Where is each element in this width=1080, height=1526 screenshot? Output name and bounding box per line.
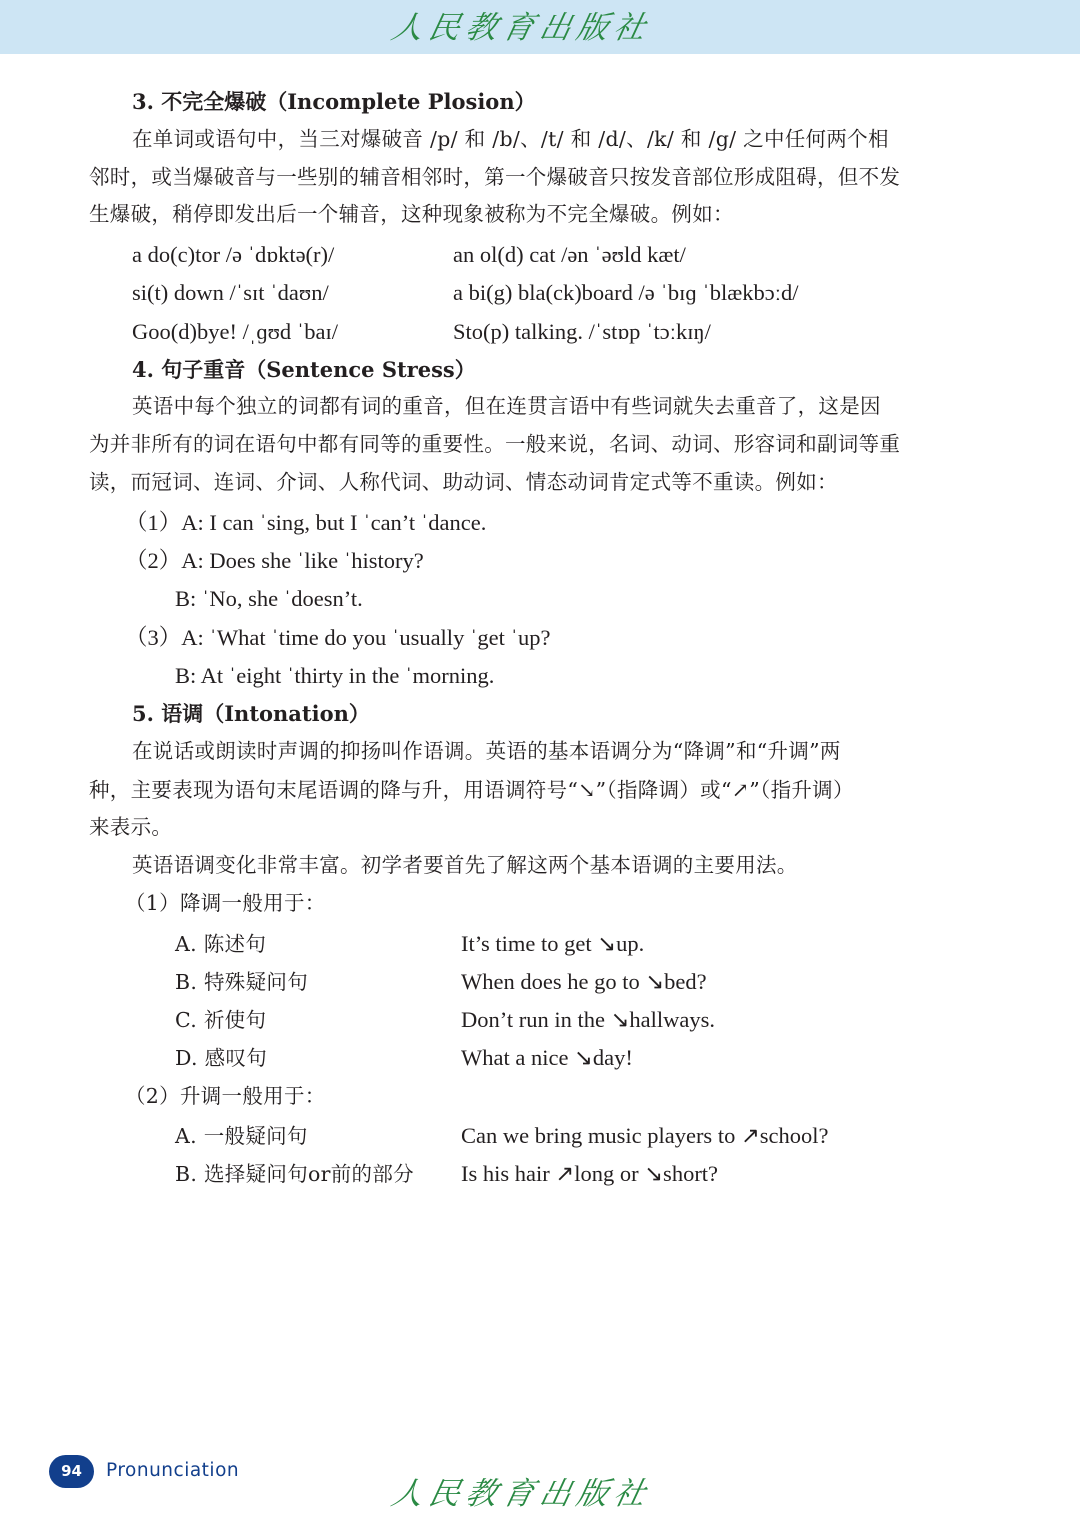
section-5-paragraph-line: 种，主要表现为语句末尾语调的降与升，用语调符号“↘”（指降调）或“↗”（指升调）: [89, 778, 854, 802]
plosion-example: Sto(p) talking. /ˈstɒp ˈtɔːkɪŋ/: [453, 319, 711, 344]
section-5-paragraph-line: 来表示。: [89, 815, 173, 839]
falling-tone-example: When does he go to ↘bed?: [461, 969, 707, 994]
plosion-example: a do(c)tor /ə ˈdɒktə(r)/: [132, 242, 335, 267]
falling-tone-label: B. 特殊疑问句: [175, 970, 308, 994]
rising-tone-example: Can we bring music players to ↗school?: [461, 1123, 829, 1148]
falling-tone-label: D. 感叹句: [175, 1046, 268, 1070]
section-5-paragraph-line: 在说话或朗读时声调的抑扬叫作语调。英语的基本语调分为“降调”和“升调”两: [132, 739, 841, 763]
footer-section-title: Pronunciation: [106, 1460, 240, 1481]
falling-tone-example: What a nice ↘day!: [461, 1045, 633, 1070]
section-3-paragraph-line: 在单词或语句中，当三对爆破音 /p/ 和 /b/、/t/ 和 /d/、/k/ 和 /g/ 之中任何两个相: [132, 127, 889, 151]
plosion-example: a bi(g) bla(ck)board /ə ˈbɪɡ ˈblækbɔːd/: [453, 280, 799, 305]
section-4-paragraph-line: 读，而冠词、连词、介词、人称代词、助动词、情态动词肯定式等不重读。例如：: [89, 470, 838, 494]
falling-tone-label: A. 陈述句: [175, 932, 267, 956]
page-number-badge: 94: [49, 1455, 94, 1488]
section-5-paragraph-2: 英语语调变化非常丰富。初学者要首先了解这两个基本语调的主要用法。: [132, 853, 798, 877]
plosion-example: si(t) down /ˈsɪt ˈdaʊn/: [132, 280, 329, 305]
stress-example: （1）A: I can ˈsing, but I ˈcan’t ˈdance.: [125, 510, 487, 535]
falling-tone-label: C. 祈使句: [175, 1008, 267, 1032]
section-3-heading: 3. 不完全爆破（Incomplete Plosion）: [132, 89, 536, 114]
rising-tone-label: B. 选择疑问句or前的部分: [175, 1162, 414, 1186]
falling-tone-example: It’s time to get ↘up.: [461, 931, 645, 956]
section-4-paragraph-line: 为并非所有的词在语句中都有同等的重要性。一般来说，名词、动词、形容词和副词等重: [89, 432, 901, 456]
stress-example: B: ˈNo, she ˈdoesn’t.: [175, 586, 363, 611]
stress-example: （2）A: Does she ˈlike ˈhistory?: [125, 548, 424, 573]
section-3-paragraph-line: 邻时，或当爆破音与一些别的辅音相邻时，第一个爆破音只按发音部位形成阻碍，但不发: [89, 165, 901, 189]
stress-example: B: At ˈeight ˈthirty in the ˈmorning.: [175, 663, 495, 688]
section-4-heading: 4. 句子重音（Sentence Stress）: [132, 357, 476, 382]
rising-tone-label: A. 一般疑问句: [175, 1124, 308, 1148]
falling-tone-example: Don’t run in the ↘hallways.: [461, 1007, 716, 1032]
section-4-paragraph-line: 英语中每个独立的词都有词的重音，但在连贯言语中有些词就失去重音了，这是因: [132, 394, 881, 418]
rising-tone-example: Is his hair ↗long or ↘short?: [461, 1161, 719, 1186]
section-3-paragraph-line: 生爆破，稍停即发出后一个辅音，这种现象被称为不完全爆破。例如：: [89, 202, 734, 226]
plosion-example: an ol(d) cat /ən ˈəʊld kæt/: [453, 242, 686, 267]
stress-example: （3）A: ˈWhat ˈtime do you ˈusually ˈget ˈup?: [125, 625, 551, 650]
plosion-example: Goo(d)bye! /ˌɡʊd ˈbaɪ/: [132, 319, 339, 344]
publisher-logo-footer: 人民教育出版社: [388, 1476, 655, 1512]
rising-tone-heading: （2）升调一般用于：: [125, 1084, 326, 1108]
section-5-heading: 5. 语调（Intonation）: [132, 701, 370, 726]
falling-tone-heading: （1）降调一般用于：: [125, 891, 326, 915]
publisher-logo-header: 人民教育出版社: [388, 10, 655, 46]
